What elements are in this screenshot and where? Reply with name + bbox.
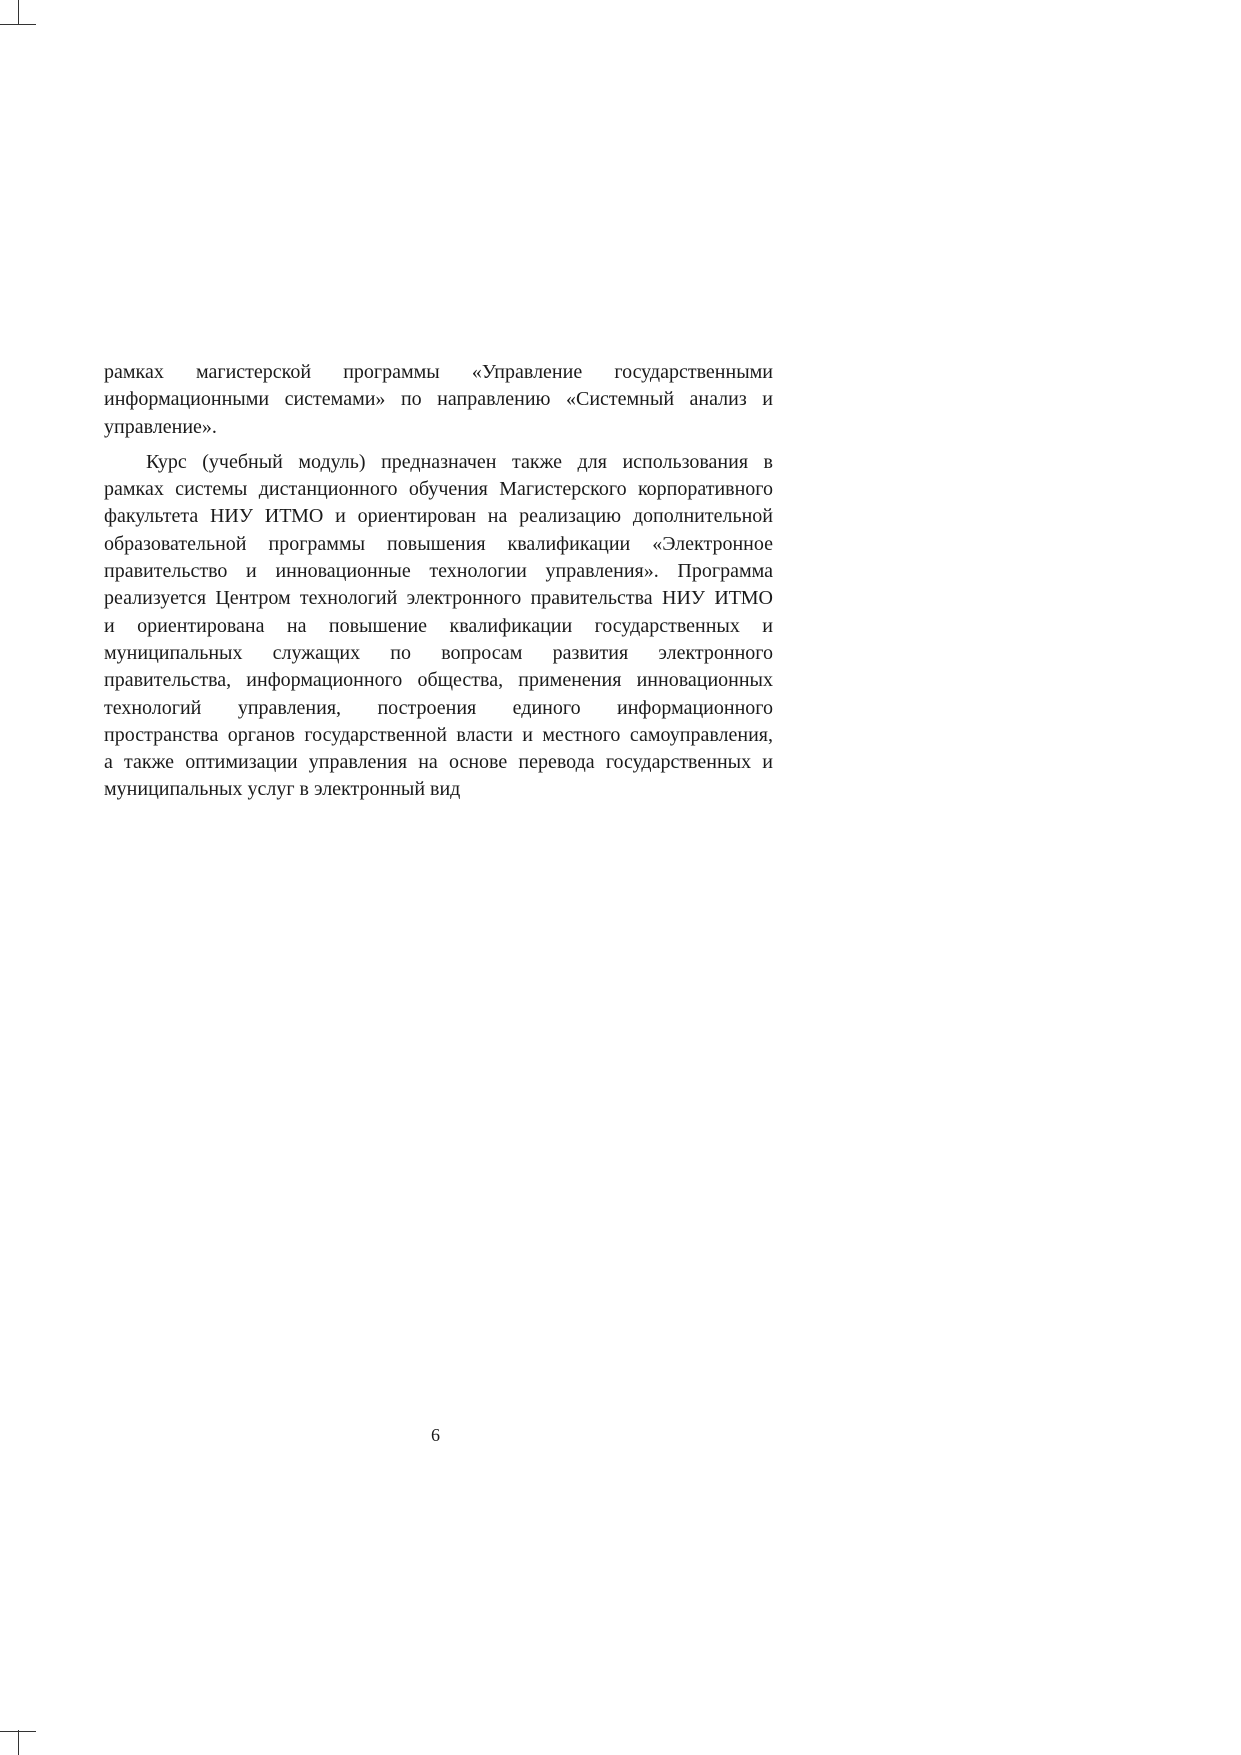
text-line: технологий управления, построения единого информационного (104, 696, 773, 719)
text-line: муниципальных служащих по вопросам развития электронного (104, 641, 773, 664)
text-line: пространства органов государственной власти и местного самоуправления, (104, 723, 773, 746)
paragraph-1 (104, 359, 773, 441)
text-line: муниципальных услуг в электронный вид (104, 778, 461, 801)
text-line: факультета НИУ ИТМО и ориентирован на реализацию дополнительной (104, 505, 773, 528)
crop-mark-bottom-left-horizontal (0, 1731, 36, 1732)
text-line: образовательной программы повышения квалификации «Электронное (104, 532, 773, 555)
text-line: рамках магистерской программы «Управление государственными (104, 361, 773, 383)
text-line: а также оптимизации управления на основе перевода государственных и (104, 751, 773, 774)
crop-mark-top-left-horizontal (0, 24, 36, 25)
crop-mark-top-left-vertical (18, 0, 19, 25)
crop-mark-bottom-left-vertical (18, 1730, 19, 1755)
body-text (104, 359, 773, 804)
text-line: Курс (учебный модуль) предназначен также для использования в (146, 450, 773, 473)
text-line: рамках системы дистанционного обучения Магистерского корпоративного (104, 478, 773, 501)
text-line: реализуется Центром технологий электронного правительства НИУ ИТМО (104, 587, 773, 610)
page-number: 6 (431, 1425, 440, 1445)
text-line: управление». (104, 415, 217, 438)
text-line: и ориентирована на повышение квалификации государственных и (104, 614, 773, 637)
text-line: информационными системами» по направлению «Системный анализ и (104, 388, 773, 411)
text-line: правительства, информационного общества, применения инновационных (104, 669, 773, 692)
paragraph-2 (104, 449, 773, 804)
text-line: правительство и инновационные технологии управления». Программа (104, 560, 773, 583)
